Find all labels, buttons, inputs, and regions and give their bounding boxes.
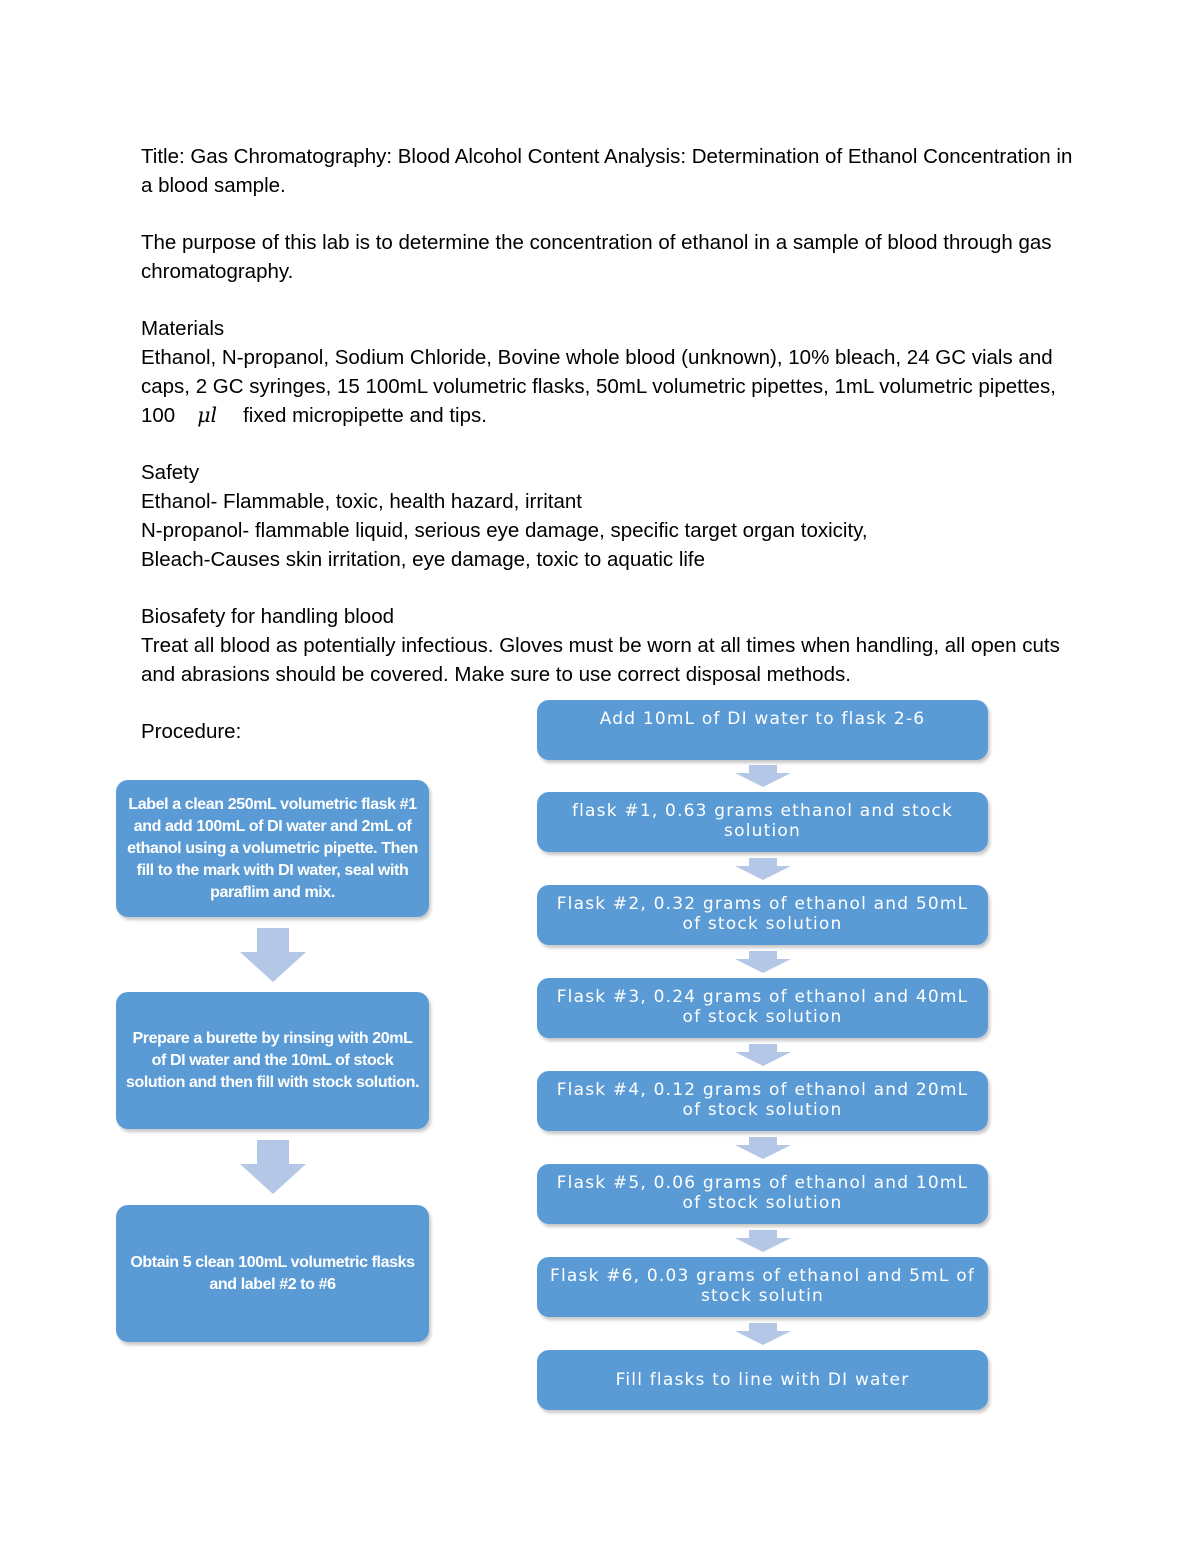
right-arrow-6 bbox=[735, 1230, 791, 1252]
left-step-3 bbox=[116, 1205, 429, 1342]
materials-text bbox=[141, 343, 1081, 430]
safety-section bbox=[141, 458, 1081, 574]
left-arrow-2 bbox=[240, 1140, 306, 1194]
right-step-6-text: Flask #5, 0.06 grams of ethanol and 10mL of stock solution bbox=[556, 1173, 969, 1213]
biosafety-text: Treat all blood as potentially infectious. Gloves must be worn at all times when handling, all open cuts and abrasions should be covered. Make sure to use correct disposal methods. bbox=[141, 634, 1060, 686]
right-step-1-text: Add 10mL of DI water to flask 2-6 bbox=[599, 709, 926, 729]
right-arrow-3 bbox=[735, 951, 791, 973]
right-step-8 bbox=[537, 1350, 988, 1410]
right-step-3-text: Flask #2, 0.32 grams of ethanol and 50mL of stock solution bbox=[556, 894, 969, 934]
materials-heading: Materials bbox=[141, 317, 225, 340]
safety-heading: Safety bbox=[141, 461, 200, 484]
right-step-7 bbox=[537, 1257, 988, 1317]
left-step-3-text: Obtain 5 clean 100mL volumetric flasks and label #2 to #6 bbox=[130, 1253, 415, 1293]
biosafety-section bbox=[141, 602, 1081, 689]
purpose-text: The purpose of this lab is to determine the concentration of ethanol in a sample of blood through gas chromatography. bbox=[141, 231, 1052, 283]
materials-section bbox=[141, 314, 1081, 430]
left-arrow-1 bbox=[240, 928, 306, 982]
right-step-6 bbox=[537, 1164, 988, 1224]
materials-list: Ethanol, N-propanol, Sodium Chloride, Bovine whole blood (unknown), 10% bleach, 24 GC vials and caps, 2 GC syringes, 15 100mL volumetric flasks, 50mL volumetric pipettes, 1mL volumetric pipettes, 100 bbox=[141, 346, 1056, 427]
right-arrow-1 bbox=[735, 765, 791, 787]
document-title bbox=[141, 142, 1081, 200]
right-step-7-text: Flask #6, 0.03 grams of ethanol and 5mL of stock solutin bbox=[550, 1266, 975, 1306]
right-arrow-7 bbox=[735, 1323, 791, 1345]
right-step-5-text: Flask #4, 0.12 grams of ethanol and 20mL of stock solution bbox=[556, 1080, 969, 1120]
right-arrow-5 bbox=[735, 1137, 791, 1159]
materials-list-end: fixed micropipette and tips. bbox=[243, 404, 487, 427]
right-arrow-2 bbox=[735, 858, 791, 880]
left-step-1 bbox=[116, 780, 429, 917]
right-step-2 bbox=[537, 792, 988, 852]
title-text: Title: Gas Chromatography: Blood Alcohol Content Analysis: Determination of Ethanol Concentration in a blood sample. bbox=[141, 145, 1073, 197]
left-step-2-text: Prepare a burette by rinsing with 20mL of DI water and the 10mL of stock solution and then fill with stock solution. bbox=[125, 1029, 419, 1091]
right-step-5 bbox=[537, 1071, 988, 1131]
biosafety-heading: Biosafety for handling blood bbox=[141, 605, 395, 628]
right-arrow-4 bbox=[735, 1044, 791, 1066]
left-step-2 bbox=[116, 992, 429, 1129]
microliter-symbol: μl bbox=[197, 403, 218, 427]
right-step-8-text: Fill flasks to line with DI water bbox=[615, 1370, 910, 1390]
safety-line-ethanol: Ethanol- Flammable, toxic, health hazard, irritant bbox=[141, 490, 582, 513]
procedure-label: Procedure: bbox=[141, 720, 242, 743]
right-step-4 bbox=[537, 978, 988, 1038]
right-step-3 bbox=[537, 885, 988, 945]
right-step-4-text: Flask #3, 0.24 grams of ethanol and 40mL of stock solution bbox=[556, 987, 969, 1027]
purpose-section bbox=[141, 228, 1081, 286]
right-step-1 bbox=[537, 700, 988, 760]
right-step-2-text: flask #1, 0.63 grams ethanol and stock solution bbox=[571, 801, 954, 841]
safety-line-bleach: Bleach-Causes skin irritation, eye damage, toxic to aquatic life bbox=[141, 548, 706, 571]
safety-line-n-propanol: N-propanol- flammable liquid, serious eye damage, specific target organ toxicity, bbox=[141, 519, 868, 542]
left-step-1-text: Label a clean 250mL volumetric flask #1 and add 100mL of DI water and 2mL of ethanol using a volumetric pipette. Then fill to the mark with DI water, seal with paraflim and mix. bbox=[127, 795, 418, 901]
